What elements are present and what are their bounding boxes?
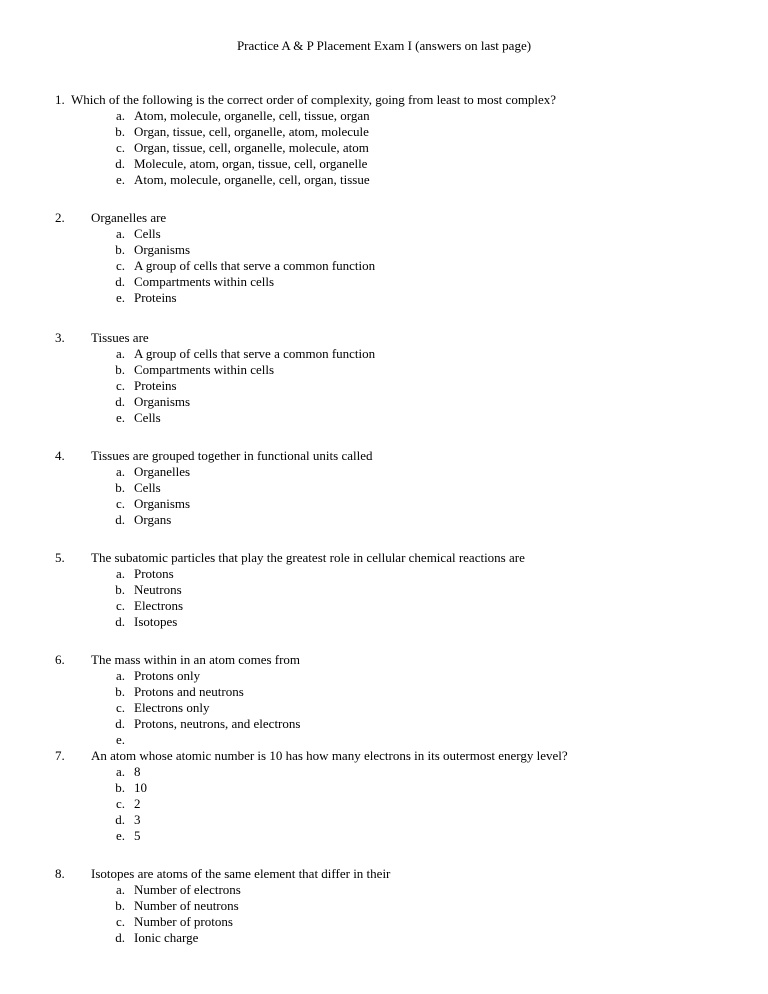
question-text: Which of the following is the correct order of complexity, going from least to most complex? (71, 92, 557, 107)
question-number: 3. (55, 330, 65, 345)
question-text: The subatomic particles that play the greatest role in cellular chemical reactions are (91, 550, 525, 565)
question-text: Isotopes are atoms of the same element that differ in their (91, 866, 391, 881)
question-text: Organelles are (91, 210, 167, 225)
question-number: 2. (55, 210, 65, 225)
question-number: 7. (55, 748, 65, 763)
question-number: 6. (55, 652, 65, 667)
question-number: 8. (55, 866, 65, 881)
question-text: The mass within in an atom comes from (91, 652, 301, 667)
question-text: Tissues are (91, 330, 149, 345)
question-number: 4. (55, 448, 65, 463)
question-number: 1. (55, 92, 65, 107)
question-text: Tissues are grouped together in functional units called (91, 448, 373, 463)
question-number: 5. (55, 550, 65, 565)
question-text: An atom whose atomic number is 10 has how many electrons in its outermost energy level? (91, 748, 568, 763)
exam-page: Practice A & P Placement Exam I (answers on last page) 1. Which of the following is the correct order of complexity, going from least to most complex? a. Atom, molecule, organelle, cell, tissue, organ b. Organ, tissue, cell, organelle, atom, molecule c. Organ, tissue, cell, organelle, molecule, atom d. Molecule, atom, organ, tissue, cell, organelle e. Atom, molecule, organelle, cell, organ, tissue 2. Organelles are a. Cells b. Organisms c. A group of cells that serve a common function d. Compartments within cells e. Proteins 3. Tissues are a. A group of cells that serve a common function b. Compartments within cells c. Proteins d. Organisms e. Cells 4. Tissues are grouped together in functional units called a. Organelles b. Cells c. Organisms d. Organs 5. The subatomic particles that play the greatest role in cellular chemical reactions are a. Protons b. Neutrons c. Electrons d. Isotopes 6. The mass within in an atom comes from a. Protons only b. Protons and neutrons c. Electrons only d. Protons, neutrons, and electrons e. 7. An atom whose atomic number is 10 has how many electrons in its outermost energy level? a. 8 b. 10 c. 2 d. 3 e. 5 8. Isotopes are atoms of the same element that differ in their a. Number of electrons b. Number of neutrons c. Number of protons d. Ionic charge (0, 0, 768, 994)
page-title: Practice A & P Placement Exam I (answers on last page) (236, 38, 532, 53)
